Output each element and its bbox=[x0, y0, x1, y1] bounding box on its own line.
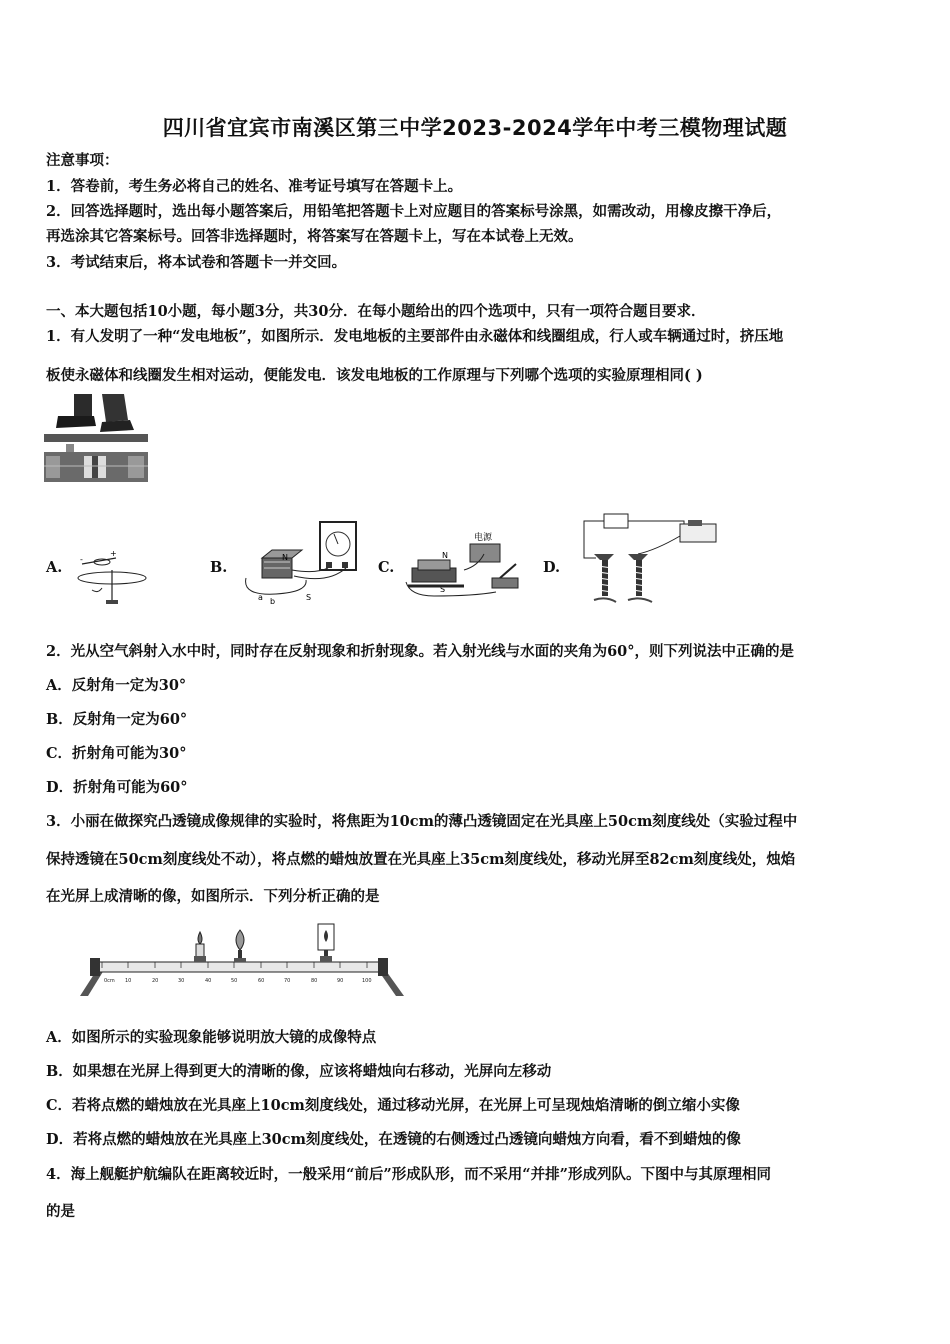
power-floor-figure bbox=[44, 394, 148, 486]
notice-heading: 注意事项： bbox=[46, 152, 119, 169]
tick-0: 0cm bbox=[104, 978, 115, 984]
q1-stem-line2: 板使永磁体和线圈发生相对运动，便能发电．该发电地板的工作原理与下列哪个选项的实验原理相同( ) bbox=[46, 367, 703, 384]
section-heading: 一、本大题包括10小题，每小题3分，共30分．在每小题给出的四个选项中，只有一项符合题目要求． bbox=[46, 303, 706, 320]
q1-option-b-label: B. bbox=[210, 559, 228, 576]
q3-stem-line1: 3．小丽在做探究凸透镜成像规律的实验时，将焦距为10cm的薄凸透镜固定在光具座上50cm刻度线处（实验过程中 bbox=[46, 813, 798, 830]
tick-50: 50 bbox=[231, 978, 238, 984]
fig-c-n: N bbox=[442, 551, 448, 560]
q4-stem-line1: 4．海上舰艇护航编队在距离较近时，一般采用“前后”形成队形，而不采用“并排”形成列队。下图中与其原理相同 bbox=[46, 1166, 771, 1183]
notice-item: 2．回答选择题时，选出每小题答案后，用铅笔把答题卡上对应题目的答案标号涂黑，如需改动，用橡皮擦干净后， bbox=[46, 203, 782, 220]
fig-c-power: 电源 bbox=[474, 533, 493, 543]
q2-stem: 2．光从空气斜射入水中时，同时存在反射现象和折射现象。若入射光线与水面的夹角为60°，则下列说法中正确的是 bbox=[46, 643, 795, 660]
notice-item: 再选涂其它答案标号。回答非选择题时，将答案写在答题卡上，写在本试卷上无效。 bbox=[46, 228, 583, 245]
q1-stem-line1: 1．有人发明了一种“发电地板”，如图所示．发电地板的主要部件由永磁体和线圈组成，行人或车辆通过时，挤压地 bbox=[46, 328, 784, 345]
q2-option-a: A．反射角一定为30° bbox=[46, 677, 187, 694]
q2-option-c: C．折射角可能为30° bbox=[46, 745, 187, 762]
tick-60: 60 bbox=[258, 978, 265, 984]
q3-stem-line2: 保持透镜在50cm刻度线处不动），将点燃的蜡烛放置在光具座上35cm刻度线处，移动光屏至82cm刻度线处，烛焰 bbox=[46, 851, 796, 868]
q4-stem-line2: 的是 bbox=[46, 1203, 75, 1220]
option-b-figure bbox=[236, 518, 360, 608]
q3-option-b: B．如果想在光屏上得到更大的清晰的像，应该将蜡烛向右移动，光屏向左移动 bbox=[46, 1063, 552, 1080]
convex-lens bbox=[234, 930, 246, 962]
fig-b-n: N bbox=[282, 553, 288, 562]
q3-option-a: A．如图所示的实验现象能够说明放大镜的成像特点 bbox=[46, 1029, 377, 1046]
fig-b-s: S bbox=[306, 593, 312, 602]
option-c-figure bbox=[404, 530, 530, 602]
q1-option-a-label: A. bbox=[46, 559, 63, 576]
light-screen bbox=[318, 924, 334, 962]
page-title: 四川省宜宾市南溪区第三中学2023-2024学年中考三模物理试题 bbox=[162, 116, 788, 140]
tick-90: 90 bbox=[337, 978, 344, 984]
tick-10: 10 bbox=[125, 978, 132, 984]
svg-text:+: + bbox=[110, 549, 117, 558]
fig-b-b: b bbox=[270, 597, 276, 606]
tick-20: 20 bbox=[152, 978, 159, 984]
notice-item: 1．答卷前，考生务必将自己的姓名、准考证号填写在答题卡上。 bbox=[46, 178, 463, 195]
notice-item: 3．考试结束后，将本试卷和答题卡一并交回。 bbox=[46, 254, 347, 271]
optical-bench-figure bbox=[70, 918, 410, 1000]
option-d-figure bbox=[576, 510, 726, 610]
fig-b-a: a bbox=[258, 593, 263, 602]
tick-70: 70 bbox=[284, 978, 291, 984]
q3-option-d: D．若将点燃的蜡烛放在光具座上30cm刻度线处，在透镜的右侧透过凸透镜向蜡烛方向看，看不到蜡烛的像 bbox=[46, 1131, 741, 1148]
q2-option-b: B．反射角一定为60° bbox=[46, 711, 188, 728]
fig-c-s: S bbox=[440, 585, 446, 594]
tick-30: 30 bbox=[178, 978, 185, 984]
tick-80: 80 bbox=[311, 978, 318, 984]
q2-option-d: D．折射角可能为60° bbox=[46, 779, 188, 796]
q1-option-d-label: D. bbox=[543, 559, 561, 576]
tick-40: 40 bbox=[205, 978, 212, 984]
q1-option-c-label: C. bbox=[378, 559, 395, 576]
q3-stem-line3: 在光屏上成清晰的像，如图所示．下列分析正确的是 bbox=[46, 888, 380, 905]
svg-text:-: - bbox=[80, 555, 83, 564]
option-a-figure bbox=[72, 548, 152, 610]
candle bbox=[194, 932, 206, 962]
tick-100: 100 bbox=[362, 978, 372, 984]
q3-option-c: C．若将点燃的蜡烛放在光具座上10cm刻度线处，通过移动光屏，在光屏上可呈现烛焰清晰的倒立缩小实像 bbox=[46, 1097, 740, 1114]
